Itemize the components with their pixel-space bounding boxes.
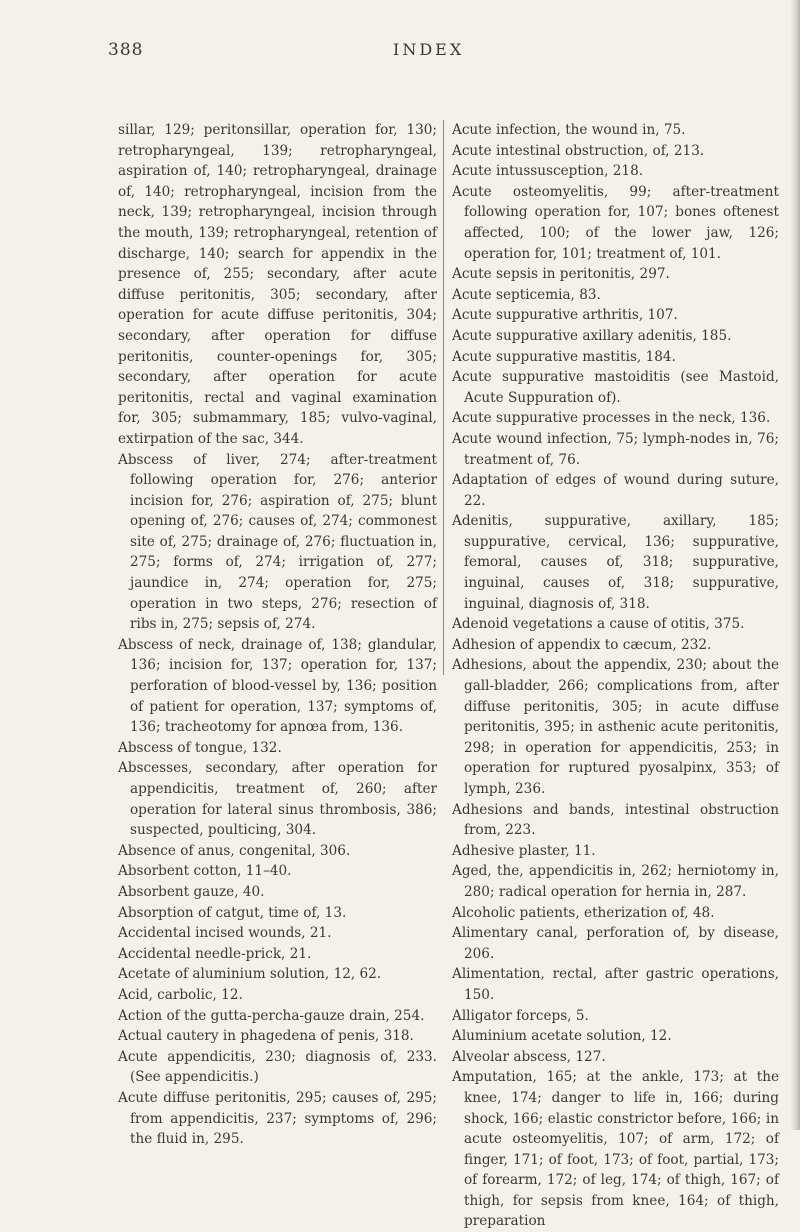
index-entry: Absorption of catgut, time of, 13.: [118, 904, 347, 921]
column-divider: [443, 120, 444, 675]
index-entry: Alimentary canal, perforation of, by disease, 206.: [452, 925, 779, 962]
index-entry: Alveolar abscess, 127.: [452, 1048, 606, 1065]
index-entry: Amputation, 165; at the ankle, 173; at the knee, 174; danger to life in, 166; during shock, 166; elastic constrictor before, 166; in acute osteomyelitis, 107; of arm, 172; of finger, 171; of foot, 173; of foot, partial, 173; of forearm, 172; of leg, 174; of thigh, 167; of thigh, for sepsis from knee, 164; of thigh, preparation: [452, 1069, 779, 1230]
index-entry: Acute sepsis in peritonitis, 297.: [452, 266, 670, 283]
index-entry: Acetate of aluminium solution, 12, 62.: [118, 966, 382, 983]
index-entry: Acute suppurative axillary adenitis, 185.: [452, 327, 732, 344]
index-entry: Acute intussusception, 218.: [452, 163, 644, 180]
index-entry: Abscesses, secondary, after operation for appendicitis, treatment of, 260; after operation for lateral sinus thrombosis, 386; suspected, poulticing, 304.: [118, 760, 437, 839]
index-entry: Acute suppurative processes in the neck, 136.: [452, 410, 771, 427]
index-entry: sillar, 129; peritonsillar, operation for, 130; retropharyngeal, 139; retropharyngeal, aspiration of, 140; retropharyngeal, drainage of, 140; retropharyngeal, incision from the neck, 139; retropharyngeal, incision through the mouth, 139; retropharyngeal, retention of discharge, 140; search for appendix in the presence of, 255; secondary, after acute diffuse peritonitis, 305; secondary, after operation for acute diffuse peritonitis, 304; secondary, after operation for diffuse peritonitis, counter-openings for, 305; secondary, after operation for acute peritonitis, rectal and vaginal examination for, 305; submammary, 185; vulvo-vaginal, extirpation of the sac, 344.: [118, 122, 437, 447]
index-entry: Adhesive plaster, 11.: [452, 842, 596, 859]
index-entry: Absorbent gauze, 40.: [118, 883, 265, 900]
index-entry: Accidental needle-prick, 21.: [118, 945, 312, 962]
index-entry: Accidental incised wounds, 21.: [118, 925, 332, 942]
index-entry: Acute wound infection, 75; lymph-nodes in, 76; treatment of, 76.: [452, 430, 779, 468]
index-entry: Acute intestinal obstruction, of, 213.: [452, 142, 705, 159]
index-entry: Action of the gutta-percha-gauze drain, 254.: [118, 1007, 425, 1024]
index-entry: Absorbent cotton, 11–40.: [118, 863, 292, 880]
page-number: 388: [108, 40, 144, 60]
index-entry: Acute diffuse peritonitis, 295; causes of, 295; from appendicitis, 237; symptoms of, 296; the fluid in, 295.: [118, 1089, 437, 1148]
index-entry: Alcoholic patients, etherization of, 48.: [452, 904, 715, 921]
page-header: [108, 40, 668, 66]
index-entry: Absence of anus, congenital, 306.: [118, 842, 351, 859]
index-entry: Adhesions, about the appendix, 230; about the gall-bladder, 266; complications from, after diffuse peritonitis, 305; in acute diffuse peritonitis, 395; in asthenic acute peritonitis, 298; in operation for appendicitis, 253; in operation for ruptured pyosalpinx, 353; of lymph, 236.: [452, 657, 779, 797]
index-column-left: [118, 120, 437, 1150]
index-entry: Adhesions and bands, intestinal obstruction from, 223.: [452, 801, 779, 839]
index-entry: Alimentation, rectal, after gastric operations, 150.: [452, 966, 779, 1003]
index-entry: Abscess of liver, 274; after-treatment following operation for, 276; anterior incision for, 276; aspiration of, 275; blunt opening of, 276; causes of, 274; commonest site of, 275; drainage of, 276; fluctuation in, 275; forms of, 274; irrigation of, 277; jaundice in, 274; operation for, 275; operation in two steps, 276; resection of ribs in, 275; sepsis of, 274.: [118, 451, 437, 633]
page-edge-shadow: [790, 0, 800, 1130]
index-entry: Adhesion of appendix to cæcum, 232.: [452, 636, 712, 653]
index-entry: Acute infection, the wound in, 75.: [452, 122, 686, 138]
index-entry: Alligator forceps, 5.: [452, 1007, 589, 1024]
index-entry: Abscess of tongue, 132.: [118, 739, 282, 756]
index-entry: Abscess of neck, drainage of, 138; glandular, 136; incision for, 137; operation for, 137; perforation of blood-vessel by, 136; position of patient for operation, 137; symptoms of, 136; tracheotomy for apnœa from, 136.: [118, 636, 437, 736]
index-entry: Adenoid vegetations a cause of otitis, 375.: [452, 616, 745, 633]
index-entry: Adaptation of edges of wound during suture, 22.: [452, 472, 779, 509]
index-entry: Acute osteomyelitis, 99; after-treatment following operation for, 107; bones oftenest affected, 100; of the lower jaw, 126; operation for, 101; treatment of, 101.: [452, 183, 779, 262]
index-entry: Aluminium acetate solution, 12.: [452, 1028, 672, 1045]
index-entry: Actual cautery in phagedena of penis, 318.: [118, 1028, 414, 1045]
index-entry: Acute suppurative mastitis, 184.: [452, 348, 676, 365]
index-entry: Acute suppurative arthritis, 107.: [452, 307, 678, 324]
index-entry: Aged, the, appendicitis in, 262; herniotomy in, 280; radical operation for hernia in, 287.: [452, 863, 779, 900]
index-entry: Adenitis, suppurative, axillary, 185; suppurative, cervical, 136; suppurative, femoral, causes of, 318; suppurative, inguinal, causes of, 318; suppurative, inguinal, diagnosis of, 318.: [452, 513, 779, 612]
running-head: INDEX: [393, 40, 465, 59]
index-column-right: [452, 120, 779, 1232]
index-entry: Acute appendicitis, 230; diagnosis of, 233. (See appendicitis.): [118, 1048, 437, 1086]
index-entry: Acid, carbolic, 12.: [118, 986, 243, 1003]
index-entry: Acute septicemia, 83.: [452, 286, 601, 303]
index-entry: Acute suppurative mastoiditis (see Mastoid, Acute Suppuration of).: [452, 369, 779, 406]
